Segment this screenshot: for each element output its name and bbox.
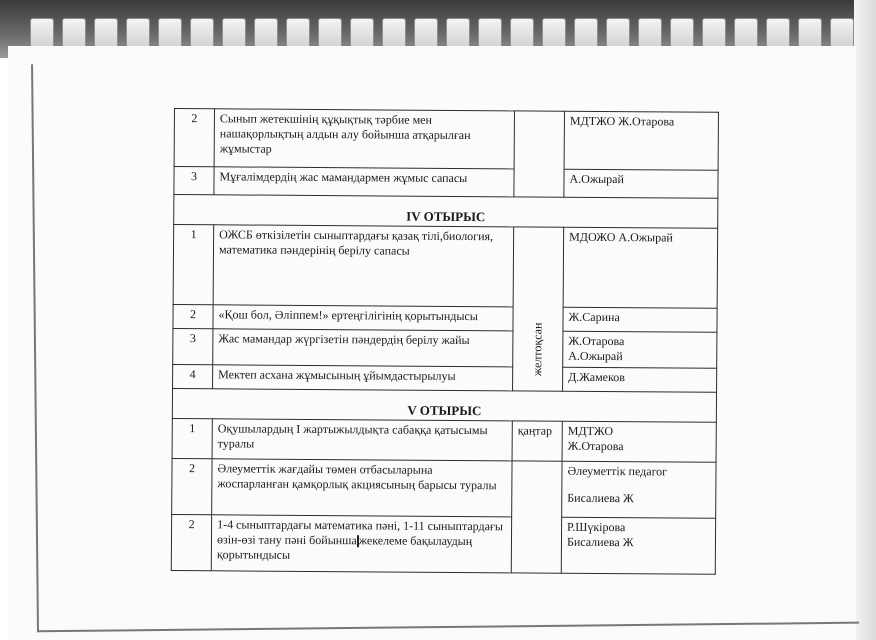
- section-header-row: [174, 195, 718, 229]
- plan-table: [171, 108, 718, 574]
- row-number: 2: [172, 458, 212, 514]
- row-topic: Сынып жетекшінің құқықтық тәрбие мен нашақорлықтың алдын алу бойынша атқарылған жұмыстар: [214, 109, 514, 169]
- table-row: [171, 514, 715, 574]
- row-month: [514, 111, 565, 197]
- row-topic: 1-4 сыныптардағы математика пәні, 1-11 сыныптардағы өзін-өзі тану пәні бойынша жекелеме бақылаудың қорытындысы: [211, 515, 511, 573]
- row-responsible: МДТЖО Ж.Отарова: [562, 421, 716, 462]
- row-number: 3: [174, 167, 214, 195]
- row-number: 2: [174, 109, 214, 167]
- row-responsible: Әлеуметтік педагог Бисалиева Ж: [562, 461, 716, 518]
- table-row: [173, 225, 718, 309]
- row-number: 4: [173, 364, 213, 388]
- row-responsible: Д.Жамеков: [563, 367, 717, 392]
- row-topic: Жас мамандар жүргізетін пәндердің берілу жайы: [213, 329, 513, 367]
- table-row: [173, 328, 717, 368]
- row-month: [511, 461, 562, 573]
- row-responsible: Ж.Сарина: [563, 307, 717, 332]
- table-row: [172, 418, 716, 462]
- table-row: [174, 109, 718, 171]
- row-topic: Әлеуметтік жағдайы төмен отбасыларына жоспарланған қамқорлық акциясының барысы туралы: [212, 459, 512, 517]
- table-row: [172, 458, 716, 518]
- section-title: V ОТЫРЫС: [172, 388, 716, 422]
- row-responsible: Р.Шүкірова Бисалиева Ж: [561, 517, 715, 574]
- row-number: 2: [173, 304, 213, 328]
- section-title: IV ОТЫРЫС: [174, 195, 718, 229]
- section-month: желтоқсан: [513, 227, 564, 391]
- row-number: 3: [173, 328, 213, 364]
- section-header-row: [172, 388, 716, 422]
- row-responsible: Ж.Отарова А.Ожырай: [563, 331, 717, 368]
- table-row: [174, 167, 718, 199]
- row-topic: Мұғалімдердің жас мамандармен жұмыс сапасы: [214, 167, 514, 197]
- row-topic: «Қош бол, Әліппем!» ертеңгілігінің қорытындысы: [213, 305, 513, 331]
- row-number: 1: [172, 418, 212, 458]
- section-month: қаңтар: [512, 421, 562, 461]
- row-responsible: МДТЖО Ж.Отарова: [564, 111, 718, 170]
- row-number: 1: [173, 225, 214, 305]
- row-topic: Мектеп асхана жұмысының ұйымдастырылуы: [213, 365, 513, 391]
- row-topic: Оқушылардың І жартыжылдықта сабаққа қатысымы туралы: [212, 419, 512, 461]
- row-responsible: МДОЖО А.Ожырай: [563, 227, 718, 308]
- row-topic: ОЖСБ өткізілетін сыныптардағы қазақ тілі,биология, математика пәндерінің берілу сапасы: [213, 225, 514, 307]
- row-number: 2: [171, 514, 211, 570]
- row-responsible: А.Ожырай: [564, 169, 718, 198]
